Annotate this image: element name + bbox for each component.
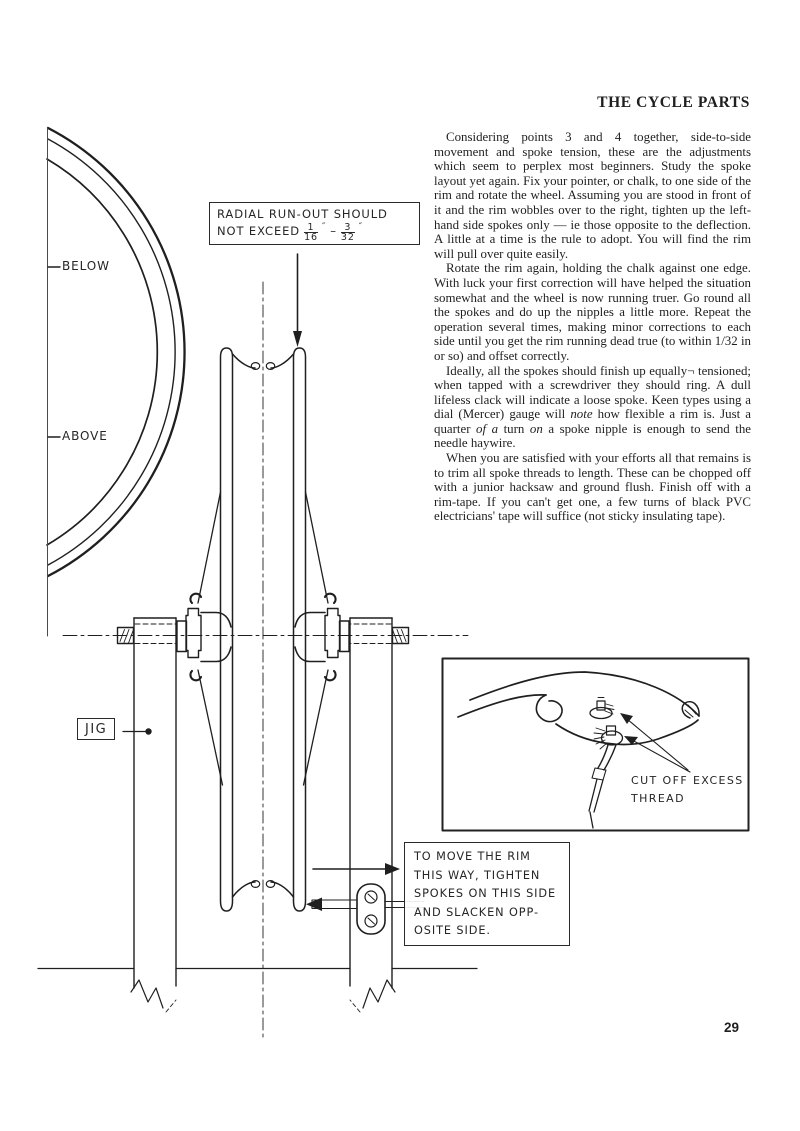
radial-runout-arrow — [293, 254, 302, 347]
paragraph: Ideally, all the spokes should finish up equally¬ tensioned; when tapped with a screwdriver they should ring. A dull lifeless clack will indicate a loose spoke. Keen types using a dial (Mercer) gauge will note how flexible a rim is. Just a quarter of a turn on a spoke nipple is enough to send the needle haywire. — [434, 363, 751, 451]
below-label: BELOW — [62, 259, 110, 273]
above-label: ABOVE — [62, 429, 108, 443]
radial-runout-line2: NOT EXCEED $\frac{1}{16}$ ″ – $\frac{3}{32}$ ″ — [217, 222, 364, 243]
hub-and-jig-post — [118, 492, 232, 1012]
rim-face-arcs — [47, 128, 185, 576]
jig-leader — [123, 728, 152, 734]
nipple-inset-panel — [443, 659, 749, 831]
radial-runout-note — [209, 202, 420, 245]
move-rim-note: TO MOVE THE RIM THIS WAY, TIGHTEN SPOKES ON THIS SIDE AND SLACKEN OPP- OSITE SIDE. — [404, 842, 570, 946]
thread-label: THREAD — [631, 792, 685, 805]
paragraph: When you are satisfied with your efforts all that remains is to trim all spoke threads to length. These can be chopped off with a junior hacksaw and ground flush. Finish off with a rim-tape. If you can't get one, a few turns of black PVC electricians' tape will suffice (not sticky insulating tape). — [434, 451, 751, 524]
paragraph: Rotate the rim again, holding the chalk against one edge. With luck your first correction will have helped the situation somewhat and the wheel is now running truer. Go round all the spokes and do up the nipples a little more. Repeat the operation several times, making minor corrections to each side until you get the rim running dead true (to within 1/32 in or so) and offset correctly. — [434, 261, 751, 363]
page-header: THE CYCLE PARTS — [597, 94, 750, 111]
page-number: 29 — [724, 1020, 740, 1035]
fraction-3-32: $\frac{3}{32}$ — [340, 222, 355, 243]
fraction-1-16: $\frac{1}{16}$ — [304, 222, 318, 243]
body-text — [434, 130, 751, 524]
paragraph: Considering points 3 and 4 together, side-to-side movement and spoke tension, these are the adjustments which seem to perplex most beginners. Study the spoke layout yet again. Fix your pointer, or chalk, to one side of the rim and rotate the wheel. Assuming you are stood in front of it and the rim wobbles over to the right, tighten up the left-hand side spokes only — ie those opposite to the deflection. A little at a time is the rule to adopt. You will find the rim will pull over quite easily. — [434, 130, 751, 261]
jig-label: JIG — [77, 718, 115, 740]
radial-runout-line1: RADIAL RUN-OUT SHOULD — [217, 207, 388, 221]
cut-off-excess-label: CUT OFF EXCESS — [631, 774, 744, 787]
move-note-arrow — [313, 863, 400, 875]
